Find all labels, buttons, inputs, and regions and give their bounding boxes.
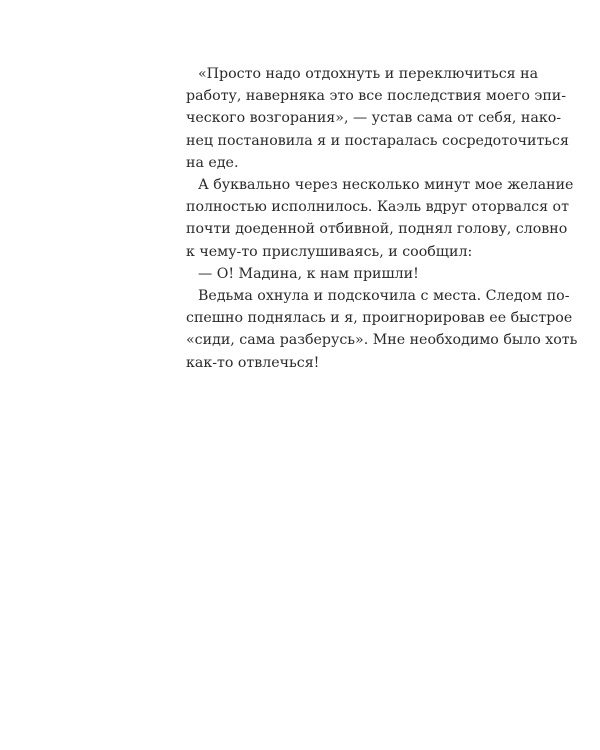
- text-line: ческого возгорания», — устав сама от себя, нако-: [186, 110, 562, 127]
- text-line: как-то отвлечься!: [186, 354, 320, 371]
- text-line: спешно поднялась и я, проигнорировав ее быстрое: [186, 310, 573, 327]
- paragraph-3: [172, 263, 482, 285]
- text-line: полностью исполнилось. Каэль вдруг оторвался от: [186, 199, 569, 216]
- text-line: почти доеденной отбивной, поднял голову, словно: [186, 221, 568, 238]
- text-line: на еде.: [186, 154, 239, 171]
- text-line: «сиди, сама разберусь». Мне необходимо было хоть: [186, 332, 578, 349]
- paragraph-1: [172, 63, 569, 174]
- text-line: работу, наверняка это все последствия моего эпи-: [186, 88, 567, 105]
- paragraph-4: [172, 285, 578, 374]
- paragraph-2: [172, 174, 574, 263]
- text-line: нец постановила я и постаралась сосредоточиться: [186, 132, 569, 149]
- page-text: [172, 63, 578, 374]
- text-line: А буквально через несколько минут мое желание: [198, 177, 574, 194]
- text-line: «Просто надо отдохнуть и переключиться на: [198, 66, 539, 82]
- text-line: Ведьма охнула и подскочила с места. Следом по-: [198, 288, 570, 305]
- text-line: — О! Мадина, к нам пришли!: [198, 265, 419, 282]
- text-line: к чему-то прислушиваясь, и сообщил:: [186, 243, 473, 260]
